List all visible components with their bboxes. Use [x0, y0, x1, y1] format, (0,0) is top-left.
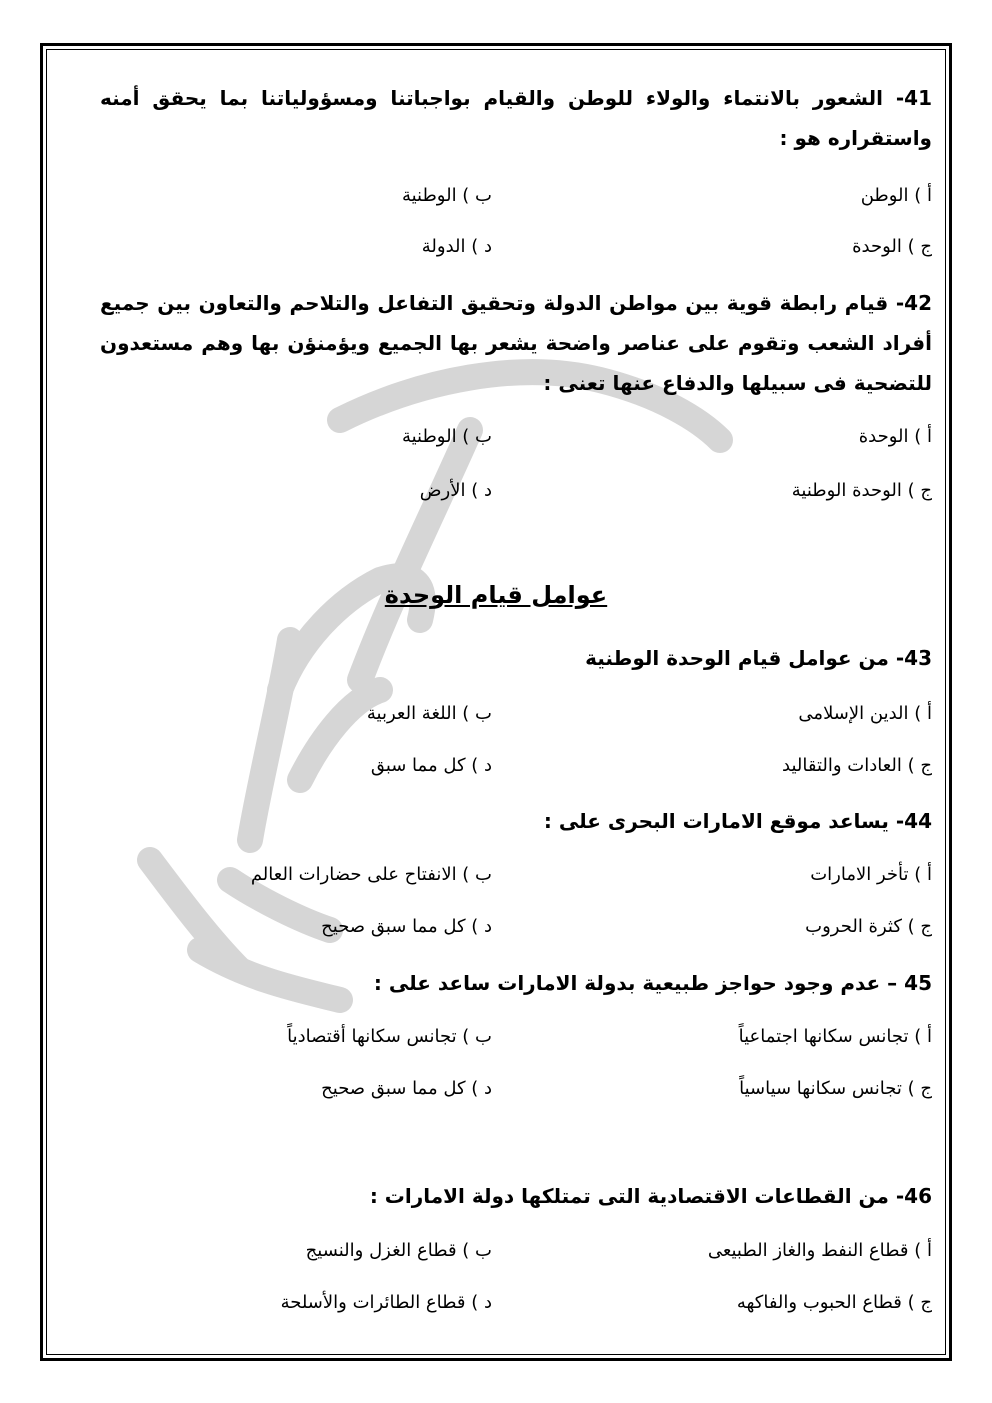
section-heading: عوامل قيام الوحدة	[384, 581, 608, 609]
question-45: 45 – عدم وجود حواجز طبيعية بدولة الامارات ساعد على :	[373, 971, 932, 995]
option-d: د ) الدولة	[421, 236, 492, 257]
option-d: د ) قطاع الطائرات والأسلحة	[280, 1292, 492, 1313]
question-42: 42- قيام رابطة قوية بين مواطن الدولة وتحقيق التفاعل والتلاحم والتعاون بين جميع أفراد الشعب وتقوم على عناصر واضحة يشعر بها الجميع ويؤمنؤن بها وهم مستعدون للتضحية فى سبيلها والدفاع عنها تعنى :	[100, 291, 932, 395]
option-a: أ ) الوحدة	[858, 426, 932, 447]
page-border-inner	[46, 49, 946, 1355]
option-b: ب ) الوطنية	[401, 426, 492, 447]
option-c: ج ) العادات والتقاليد	[782, 755, 932, 776]
question-46: 46- من القطاعات الاقتصادية التى تمتلكها دولة الامارات :	[369, 1184, 932, 1208]
option-a: أ ) تأخر الامارات	[810, 864, 932, 885]
option-c: ج ) الوحدة	[852, 236, 932, 257]
option-b: ب ) تجانس سكانها أقتصادياً	[287, 1026, 492, 1047]
option-b: ب ) اللغة العربية	[366, 703, 492, 724]
option-a: أ ) تجانس سكانها اجتماعياً	[738, 1026, 932, 1047]
option-c: ج ) كثرة الحروب	[805, 916, 932, 937]
option-c: ج ) تجانس سكانها سياسياً	[739, 1078, 932, 1099]
question-41: 41- الشعور بالانتماء والولاء للوطن والقيام بواجباتنا ومسؤولياتنا بما يحقق أمنه واستقراره هو :	[100, 86, 932, 150]
option-d: د ) كل مما سبق	[370, 755, 492, 776]
option-a: أ ) الدين الإسلامى	[798, 703, 932, 724]
option-d: د ) كل مما سبق صحيح	[321, 916, 492, 937]
option-b: ب ) الانفتاح على حضارات العالم	[250, 864, 492, 885]
option-a: أ ) قطاع النفط والغاز الطبيعى	[707, 1240, 932, 1261]
option-b: ب ) قطاع الغزل والنسيج	[305, 1240, 492, 1261]
option-d: د ) الأرض	[419, 480, 492, 501]
option-d: د ) كل مما سبق صحيح	[321, 1078, 492, 1099]
question-44: 44- يساعد موقع الامارات البحرى على :	[543, 809, 932, 833]
option-c: ج ) قطاع الحبوب والفاكهه	[736, 1292, 932, 1313]
option-a: أ ) الوطن	[860, 185, 932, 206]
option-b: ب ) الوطنية	[401, 185, 492, 206]
question-43: 43- من عوامل قيام الوحدة الوطنية	[585, 646, 932, 670]
option-c: ج ) الوحدة الوطنية	[791, 480, 932, 501]
